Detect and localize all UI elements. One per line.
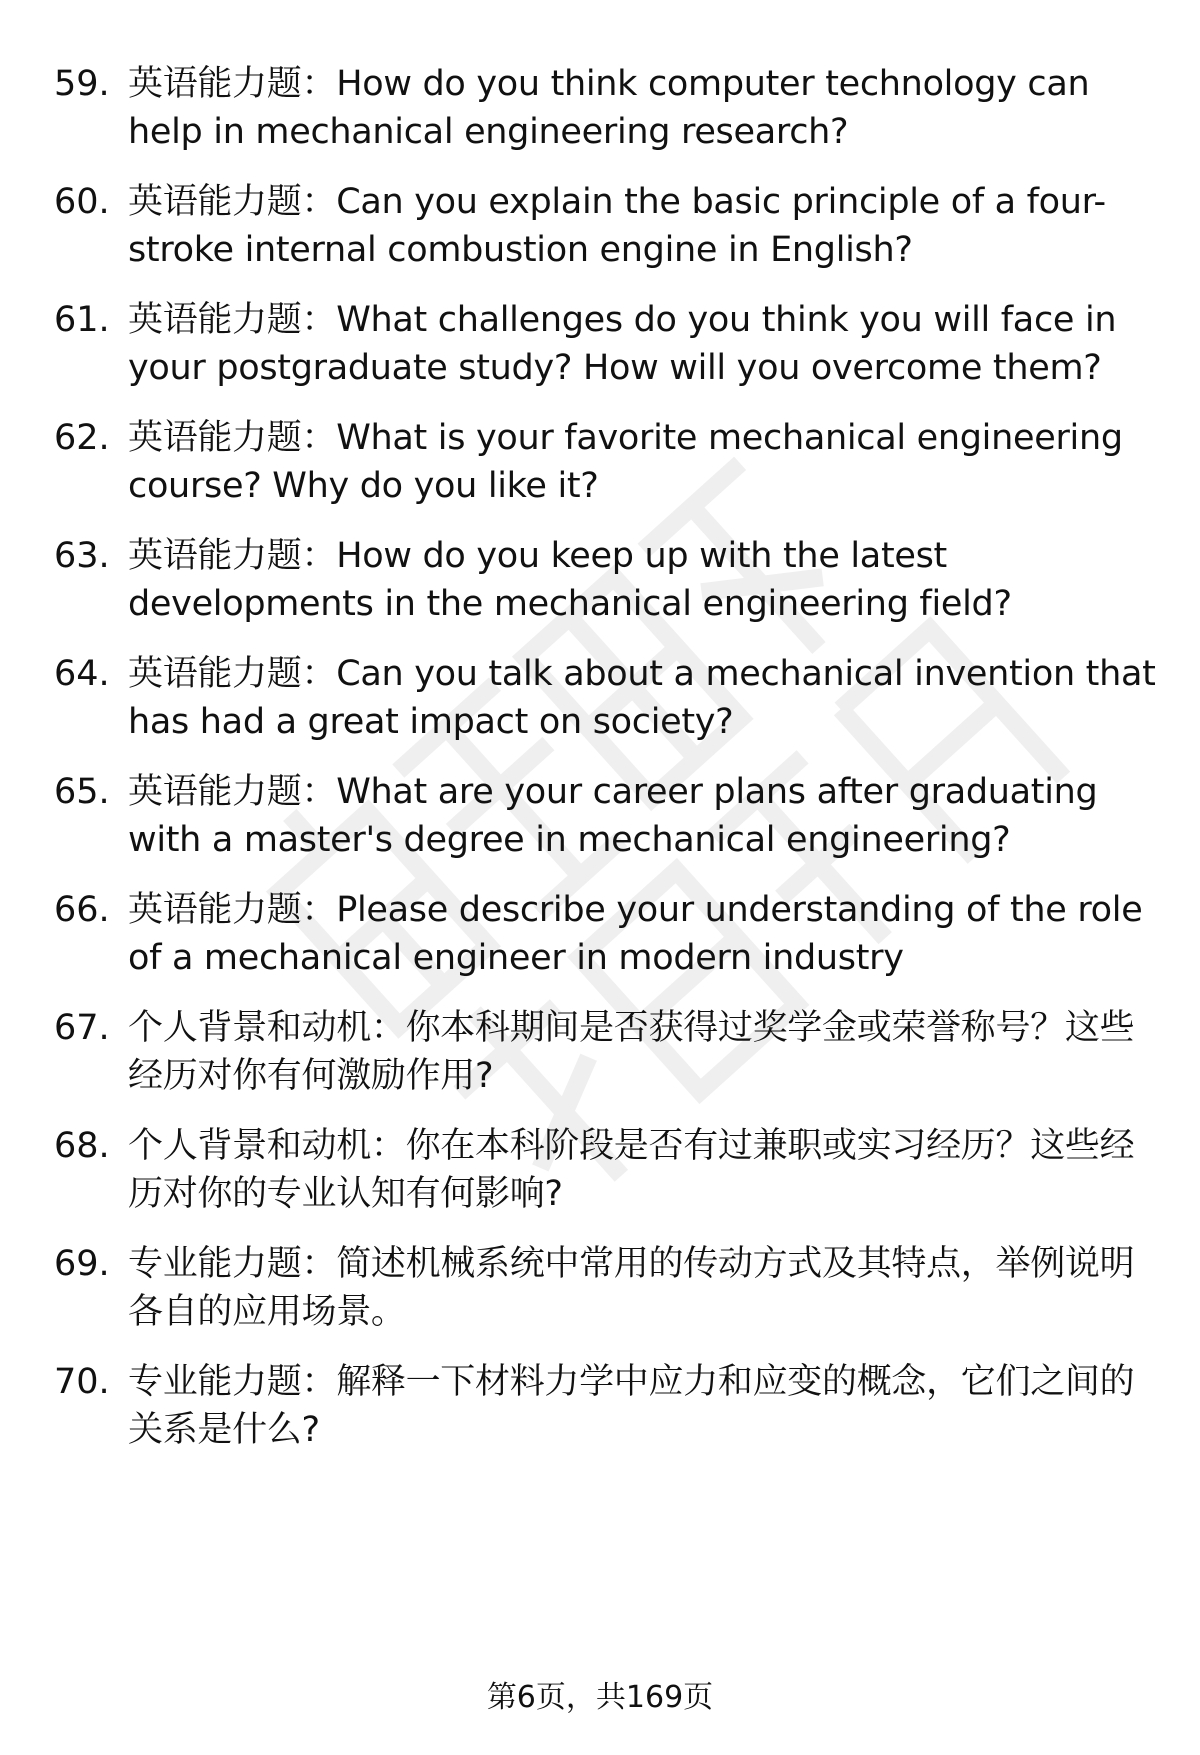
- question-number: 66.: [54, 890, 110, 930]
- question-69: [0, 1240, 1200, 1340]
- question-text: 个人背景和动机：你在本科阶段是否有过兼职或实习经历？这些经历对你的专业认知有何影响?: [128, 1126, 1135, 1214]
- question-68: [0, 1122, 1200, 1222]
- question-65: [0, 768, 1200, 868]
- question-number: 70.: [54, 1362, 110, 1402]
- question-number: 65.: [54, 772, 110, 812]
- question-number: 68.: [54, 1126, 110, 1166]
- question-number: 69.: [54, 1244, 110, 1284]
- page-footer: 第6页，共169页: [486, 1680, 714, 1715]
- question-text: 英语能力题：What is your favorite mechanical engineering course? Why do you like it?: [128, 418, 1123, 506]
- question-number: 59.: [54, 64, 110, 104]
- question-64: [0, 650, 1200, 750]
- question-text: 英语能力题：What challenges do you think you will face in your postgraduate study? How will you overcome them?: [128, 300, 1117, 388]
- question-text: 专业能力题：解释一下材料力学中应力和应变的概念，它们之间的关系是什么?: [128, 1362, 1135, 1450]
- question-number: 60.: [54, 182, 110, 222]
- question-number: 64.: [54, 654, 110, 694]
- question-text: 英语能力题：How do you keep up with the latest developments in the mechanical engineering field?: [128, 536, 1012, 624]
- question-text: 英语能力题：How do you think computer technology can help in mechanical engineering research?: [128, 64, 1090, 152]
- question-text: 个人背景和动机：你本科期间是否获得过奖学金或荣誉称号？这些经历对你有何激励作用?: [128, 1008, 1135, 1096]
- question-61: [0, 296, 1200, 396]
- question-text: 英语能力题：What are your career plans after graduating with a master's degree in mechanical engineering?: [128, 772, 1098, 860]
- question-63: [0, 532, 1200, 632]
- question-number: 67.: [54, 1008, 110, 1048]
- question-number: 61.: [54, 300, 110, 340]
- question-text: 英语能力题：Can you explain the basic principle of a four-stroke internal combustion engine in English?: [128, 182, 1106, 270]
- question-62: [0, 414, 1200, 514]
- question-59: [0, 60, 1200, 160]
- question-number: 62.: [54, 418, 110, 458]
- question-66: [0, 886, 1200, 986]
- question-text: 英语能力题：Please describe your understanding of the role of a mechanical engineer in modern industry: [128, 890, 1143, 978]
- question-text: 英语能力题：Can you talk about a mechanical invention that has had a great impact on society?: [128, 654, 1156, 742]
- question-70: [0, 1358, 1200, 1458]
- question-67: [0, 1004, 1200, 1104]
- question-text: 专业能力题：简述机械系统中常用的传动方式及其特点，举例说明各自的应用场景。: [128, 1244, 1135, 1332]
- question-60: [0, 178, 1200, 278]
- question-number: 63.: [54, 536, 110, 576]
